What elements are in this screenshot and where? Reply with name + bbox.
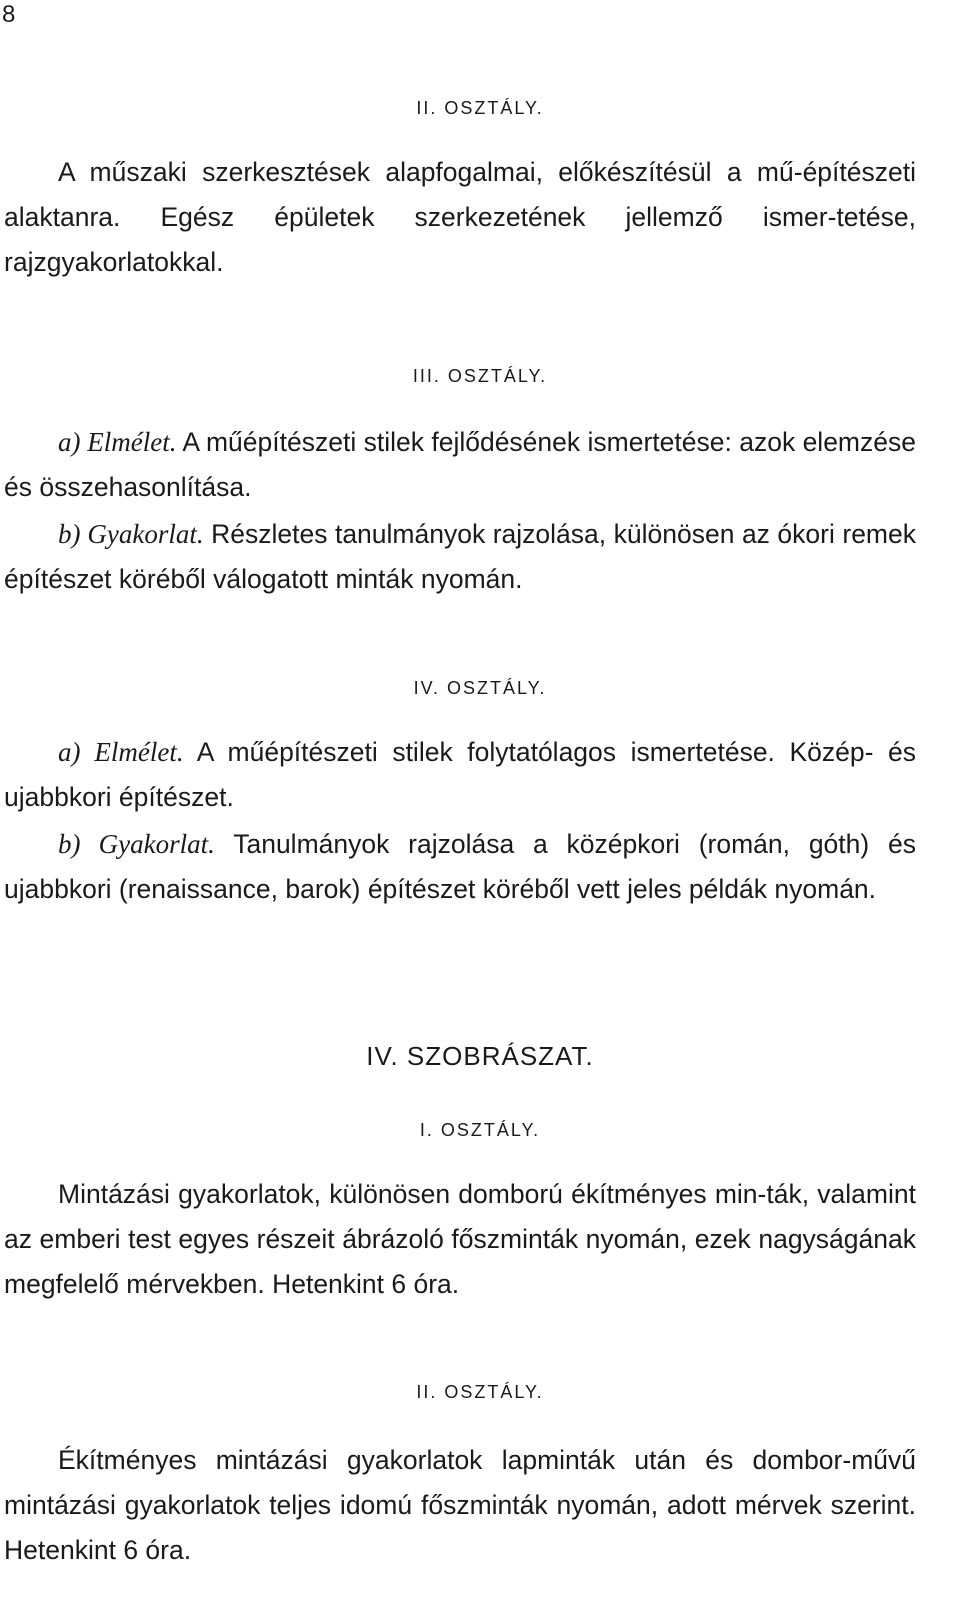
section-paragraph-ii-osztaly-szobraszat [4, 1438, 916, 1573]
section-heading-i-osztaly: I. OSZTÁLY. [419, 1120, 541, 1140]
section-heading-iii-osztaly: III. OSZTÁLY. [412, 366, 548, 386]
section-paragraph-iv-a [4, 730, 916, 820]
section-paragraph-iii-a [4, 420, 916, 510]
paragraph-text: Ékítményes mintázási gyakorlatok lapminták után és dombor-művű mintázási gyakorlatok teljes idomú főszminták nyomán, adott mérvek szerint. Hetenkint 6 óra. [4, 1445, 916, 1565]
section-heading-ii-osztaly-szobraszat: II. OSZTÁLY. [416, 1382, 544, 1402]
paragraph-text: A műszaki szerkesztések alapfogalmai, előkészítésül a mű-építészeti alaktanra. Egész épületek szerkezetének jellemző ismer-tetése, rajzgyakorlatokkal. [4, 157, 916, 277]
section-paragraph-iii-b [4, 512, 916, 602]
section-paragraph-i-osztaly [4, 1172, 916, 1307]
section-heading-iv-osztaly: IV. OSZTÁLY. [413, 678, 547, 698]
label-elmelet: a) Elmélet. [58, 427, 177, 457]
paragraph-text: A műépítészeti stilek folytatólagos ismertetése. Közép- és ujabbkori építészet. [4, 737, 916, 812]
paragraph-text: A műépítészeti stilek fejlődésének ismertetése: azok elemzése és összehasonlítása. [4, 427, 916, 502]
main-heading-szobraszat: IV. SZOBRÁSZAT. [366, 1041, 594, 1071]
section-paragraph-iv-b [4, 822, 916, 912]
page-number: 8 [2, 1, 16, 28]
label-gyakorlat: b) Gyakorlat. [58, 519, 204, 549]
paragraph-text: Mintázási gyakorlatok, különösen domború ékítményes min-ták, valamint az emberi test egyes részeit ábrázoló főszminták nyomán, ezek nagyságának megfelelő mérvekben. Hetenkint 6 óra. [4, 1179, 916, 1299]
label-elmelet: a) Elmélet. [58, 737, 184, 767]
label-gyakorlat: b) Gyakorlat. [58, 829, 215, 859]
paragraph-text: Tanulmányok rajzolása a középkori (román, góth) és ujabbkori (renaissance, barok) építészet köréből vett jeles példák nyomán. [4, 829, 916, 904]
section-heading-ii-osztaly: II. OSZTÁLY. [416, 98, 544, 118]
paragraph-text: Részletes tanulmányok rajzolása, különösen az ókori remek építészet köréből válogatott minták nyomán. [4, 519, 916, 594]
section-paragraph-ii-osztaly [4, 150, 916, 285]
